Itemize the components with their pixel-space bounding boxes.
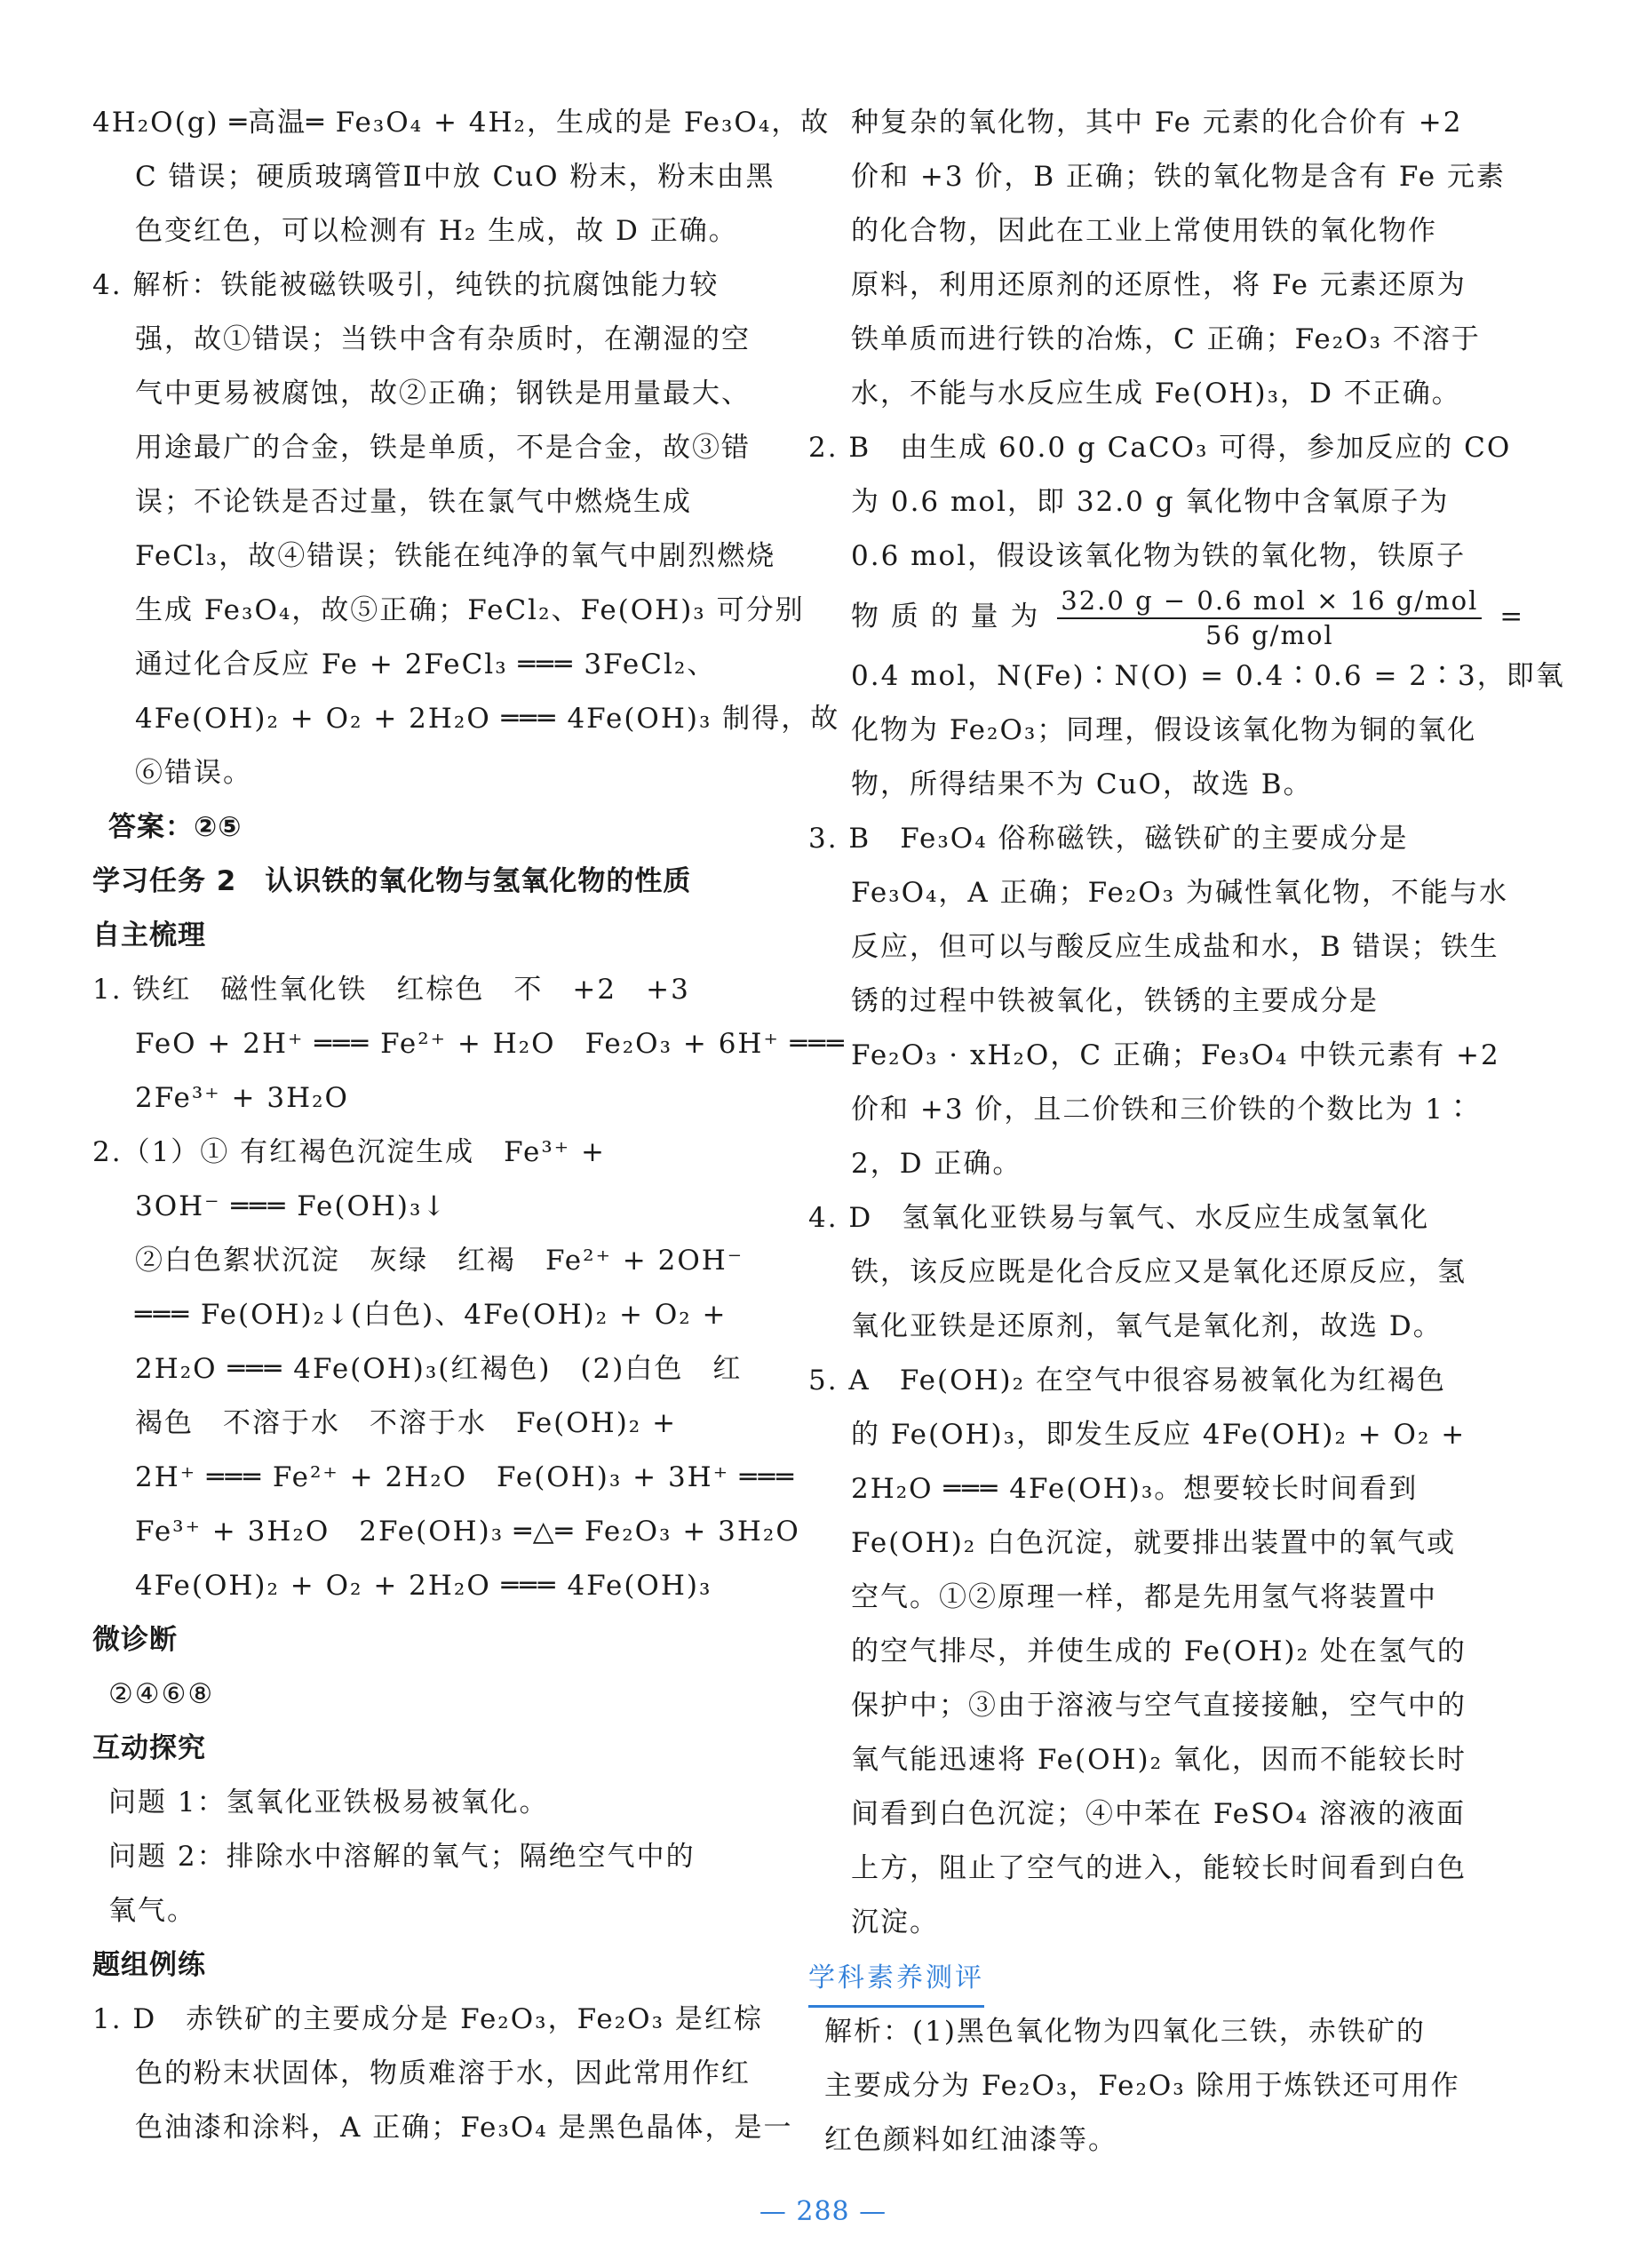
text-line: 4Fe(OH)₂ + O₂ + 2H₂O ═══ 4Fe(OH)₃ 制得，故 [135,703,840,735]
text-line: 气中更易被腐蚀，故②正确；钢铁是用量最大、 [135,378,751,410]
page-number: — 288 — [759,2196,887,2227]
text-line: 铁，该反应既是化合反应又是氧化还原反应，氢 [851,1256,1467,1288]
text-line: 1. 铁红 磁性氧化铁 红棕色 不 +2 +3 [92,974,690,1006]
right-column [808,96,1565,2168]
fraction-equals: = [1499,601,1525,633]
text-line: 通过化合反应 Fe + 2FeCl₃ ═══ 3FeCl₂、 [135,649,717,680]
text-line: 4Fe(OH)₂ + O₂ + 2H₂O ═══ 4Fe(OH)₃ [135,1570,712,1602]
text-line: 种复杂的氧化物，其中 Fe 元素的化合价有 +2 [851,107,1463,139]
text-line: 褐色 不溶于水 不溶于水 Fe(OH)₂ + [135,1407,678,1439]
right-bottom-text [808,649,1565,1950]
text-line: 化物为 Fe₂O₃；同理，假设该氧化物为铜的氧化 [851,714,1477,746]
text-line: ②④⑥⑧ [108,1678,215,1710]
text-line: 色油漆和涂料，A 正确；Fe₃O₄ 是黑色晶体，是一 [135,2112,793,2144]
text-line: 反应，但可以与酸反应生成盐和水，B 错误；铁生 [851,931,1499,963]
text-line: ⑥错误。 [135,757,252,789]
text-line: 生成 Fe₃O₄，故⑤正确；FeCl₂、Fe(OH)₃ 可分别 [135,594,805,626]
text-line: FeO + 2H⁺ ═══ Fe²⁺ + H₂O Fe₂O₃ + 6H⁺ ═══ [135,1028,846,1060]
text-line: 学习任务 2 认识铁的氧化物与氢氧化物的性质 [92,865,692,897]
fraction-denominator: 56 g/mol [1205,619,1334,650]
text-line: 价和 +3 价，且二价铁和三价铁的个数比为 1∶ [851,1094,1474,1126]
text-line: 物，所得结果不为 CuO，故选 B。 [851,768,1313,800]
text-line: 价和 +3 价，B 正确；铁的氧化物是含有 Fe 元素 [851,161,1506,193]
text-line: 问题 1：氢氧化亚铁极易被氧化。 [108,1787,549,1818]
text-line: 间看到白色沉淀；④中苯在 FeSO₄ 溶液的液面 [851,1798,1466,1830]
text-line: C 错误；硬质玻璃管Ⅱ中放 CuO 粉末，粉末由黑 [135,161,775,193]
fraction-numerator: 32.0 g − 0.6 mol × 16 g/mol [1057,585,1482,618]
text-line: 沉淀。 [851,1906,939,1938]
fraction [1057,585,1482,651]
text-line: 题组例练 [92,1949,206,1981]
text-line: 2. B 由生成 60.0 g CaCO₃ 可得，参加反应的 CO [808,432,1512,464]
text-line: 氧气能迅速将 Fe(OH)₂ 氧化，因而不能较长时 [851,1744,1467,1776]
text-line: 原料，利用还原剂的还原性，将 Fe 元素还原为 [851,269,1467,301]
text-line: 3. B Fe₃O₄ 俗称磁铁，磁铁矿的主要成分是 [808,823,1409,855]
fraction-line [808,584,1525,650]
text-line: 0.6 mol，假设该氧化物为铁的氧化物，铁原子 [851,540,1467,572]
text-line: 水，不能与水反应生成 Fe(OH)₃，D 不正确。 [851,378,1461,410]
text-line: 2H₂O ═══ 4Fe(OH)₃。想要较长时间看到 [851,1473,1419,1505]
text-line: 氧气。 [108,1895,196,1927]
text-line: Fe₂O₃ · xH₂O，C 正确；Fe₃O₄ 中铁元素有 +2 [851,1039,1500,1071]
text-line: Fe(OH)₂ 白色沉淀，就要排出装置中的氧气或 [851,1527,1457,1559]
text-line: ②白色絮状沉淀 灰绿 红褐 Fe²⁺ + 2OH⁻ [135,1245,744,1277]
text-line: 空气。①②原理一样，都是先用氢气将装置中 [851,1581,1437,1613]
text-line: 的化合物，因此在工业上常使用铁的氧化物作 [851,215,1437,247]
text-line: 互动探究 [92,1732,206,1764]
text-line: 3OH⁻ ═══ Fe(OH)₃↓ [135,1190,448,1222]
text-line: 2Fe³⁺ + 3H₂O [135,1082,349,1114]
text-line: 误；不论铁是否过量，铁在氯气中燃烧生成 [135,486,692,518]
text-line: 锈的过程中铁被氧化，铁锈的主要成分是 [851,985,1379,1017]
text-line: Fe³⁺ + 3H₂O 2Fe(OH)₃ ═△═ Fe₂O₃ + 3H₂O [135,1516,800,1548]
section-tag: 学科素养测评 [808,1955,984,2008]
text-line: 2.（1）① 有红褐色沉淀生成 Fe³⁺ + [92,1136,606,1168]
text-line: 微诊断 [92,1624,178,1656]
text-line: FeCl₃，故④错误；铁能在纯净的氧气中剧烈燃烧 [135,540,776,572]
text-line: 的 Fe(OH)₃，即发生反应 4Fe(OH)₂ + O₂ + [851,1419,1467,1451]
text-line: 2H₂O ═══ 4Fe(OH)₃(红褐色) (2)白色 红 [135,1353,743,1385]
text-line: 强，故①错误；当铁中含有杂质时，在潮湿的空 [135,323,751,355]
section-tag-row [808,1950,1421,2005]
text-line: 4. D 氢氧化亚铁易与氧气、水反应生成氢氧化 [808,1202,1430,1234]
text-line: 5. A Fe(OH)₂ 在空气中很容易被氧化为红褐色 [808,1365,1446,1397]
text-line: 2H⁺ ═══ Fe²⁺ + 2H₂O Fe(OH)₃ + 3H⁺ ═══ [135,1461,795,1493]
text-line: 1. D 赤铁矿的主要成分是 Fe₂O₃，Fe₂O₃ 是红棕 [92,2003,763,2035]
text-line: 2，D 正确。 [851,1148,1022,1180]
text-line: 氧化亚铁是还原剂，氧气是氧化剂，故选 D。 [851,1310,1443,1342]
right-top-text [808,96,1512,584]
fraction-prefix: 物 质 的 量 为 [851,601,1040,633]
text-line: Fe₃O₄，A 正确；Fe₂O₃ 为碱性氧化物，不能与水 [851,877,1508,909]
text-line: 自主梳理 [92,919,206,951]
text-line: 红色颜料如红油漆等。 [824,2124,1117,2156]
text-line: 4. 解析：铁能被磁铁吸引，纯铁的抗腐蚀能力较 [92,269,720,301]
text-line: 用途最广的合金，铁是单质，不是合金，故③错 [135,432,751,464]
text-line: 问题 2：排除水中溶解的氧气；隔绝空气中的 [108,1841,696,1873]
right-end-text [808,2005,1460,2168]
text-line: 为 0.6 mol，即 32.0 g 氧化物中含氧原子为 [851,486,1450,518]
text-line: 0.4 mol，N(Fe)∶N(O) = 0.4∶0.6 = 2∶3，即氧 [851,660,1565,692]
text-line: 解析：(1)黑色氧化物为四氧化三铁，赤铁矿的 [824,2016,1426,2048]
text-line: ═══ Fe(OH)₂↓(白色)、4Fe(OH)₂ + O₂ + [135,1299,728,1331]
text-line: 答案：②⑤ [108,811,243,843]
text-line: 铁单质而进行铁的冶炼，C 正确；Fe₂O₃ 不溶于 [851,323,1481,355]
text-line: 色的粉末状固体，物质难溶于水，因此常用作红 [135,2057,751,2089]
text-line: 4H₂O(g) ═高温═ Fe₃O₄ + 4H₂，生成的是 Fe₃O₄，故 [92,107,831,139]
left-column [92,96,846,2155]
text-line: 上方，阻止了空气的进入，能较长时间看到白色 [851,1852,1467,1884]
text-line: 的空气排尽，并使生成的 Fe(OH)₂ 处在氢气的 [851,1635,1467,1667]
text-line: 色变红色，可以检测有 H₂ 生成，故 D 正确。 [135,215,738,247]
text-line: 主要成分为 Fe₂O₃，Fe₂O₃ 除用于炼铁还可用作 [824,2070,1460,2102]
text-line: 保护中；③由于溶液与空气直接接触，空气中的 [851,1690,1467,1722]
